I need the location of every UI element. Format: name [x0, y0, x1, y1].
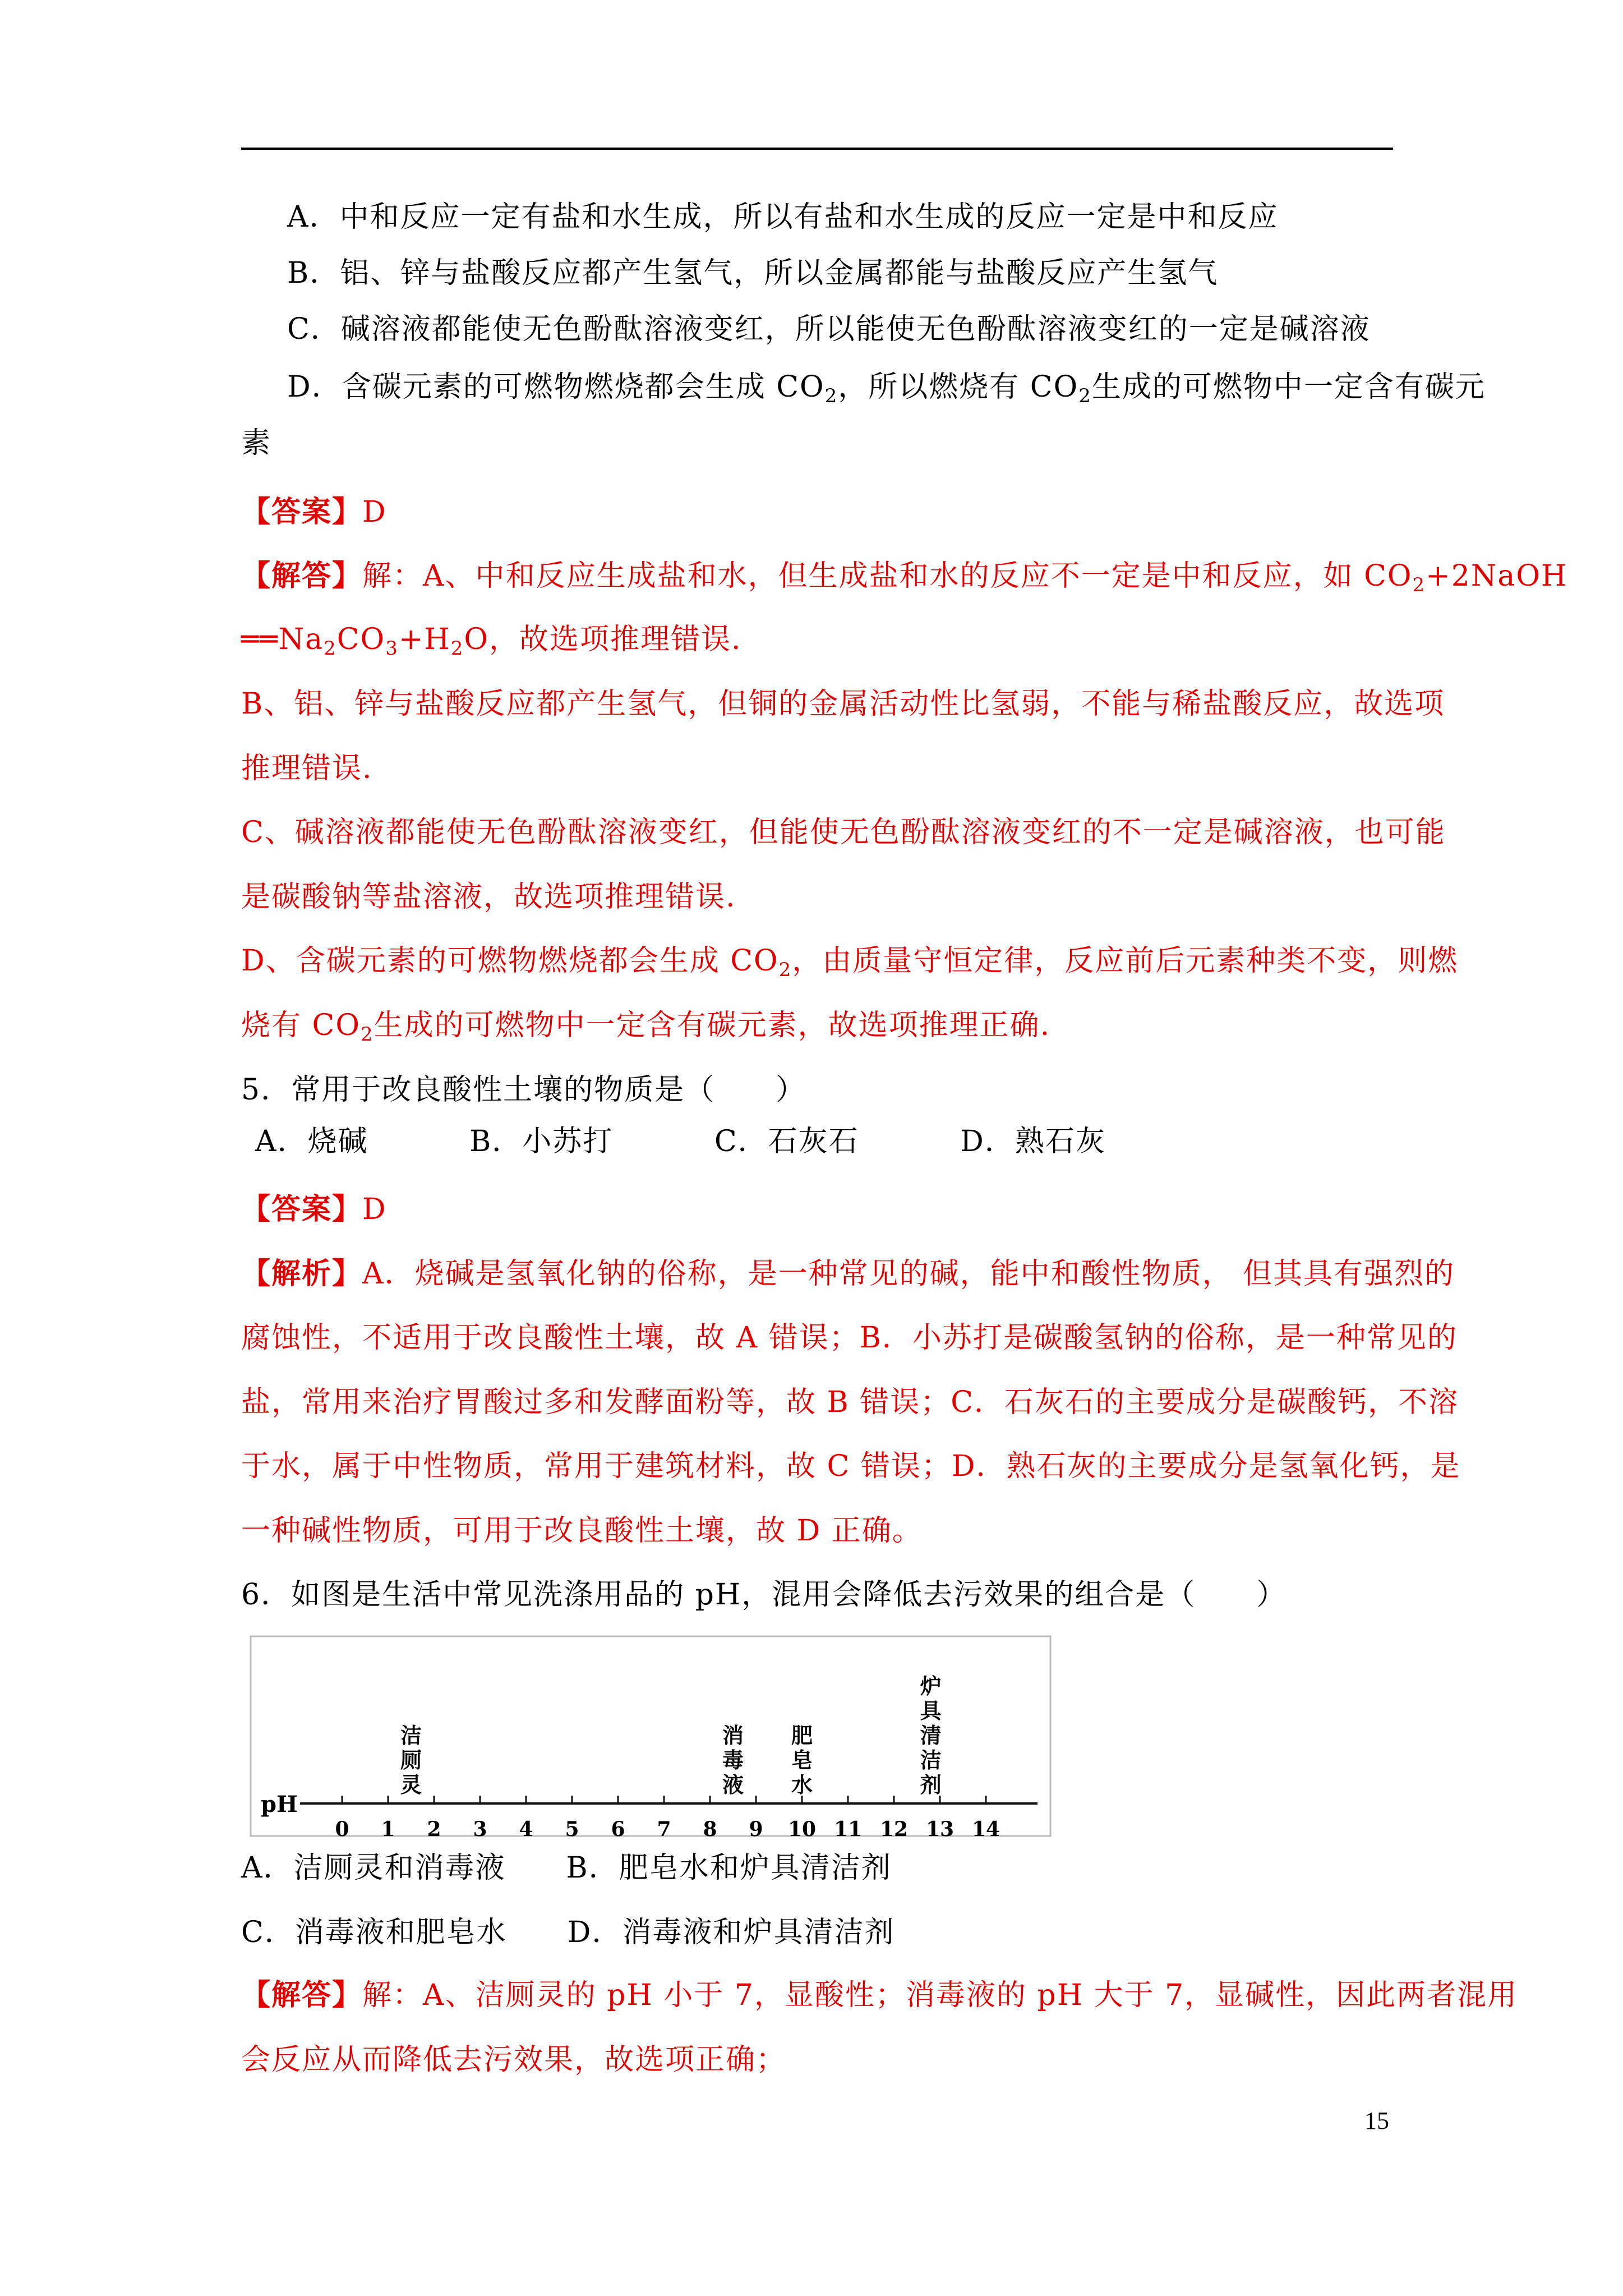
q5-analysis-line5: 一种碱性物质，可用于改良酸性土壤，故 D 正确。	[241, 1514, 923, 1548]
ph-tick-label: 11	[833, 1818, 863, 1837]
q4-option-b: B．铝、锌与盐酸反应都产生氢气，所以金属都能与盐酸反应产生氢气	[287, 256, 1219, 290]
ph-product-label: 毒	[722, 1747, 744, 1773]
ph-product-label: 液	[722, 1772, 744, 1797]
page-number: 15	[1364, 2107, 1389, 2134]
ph-tick-label: 13	[925, 1818, 955, 1837]
ph-tick-label: 1	[381, 1818, 395, 1837]
ph-tick-label: 2	[427, 1818, 441, 1837]
ph-scale-figure	[250, 1635, 1052, 1837]
ph-product-label: 厕	[400, 1747, 422, 1773]
analysis-tag: 【解答】	[241, 1978, 363, 2012]
ph-product-label: 炉	[920, 1673, 942, 1699]
q4-option-c: C．碱溶液都能使无色酚酞溶液变红，所以能使无色酚酞溶液变红的一定是碱溶液	[287, 312, 1371, 346]
ph-product-label: 清	[920, 1723, 942, 1748]
q4-option-d-cont: 素	[241, 426, 272, 460]
q5-stem: 5．常用于改良酸性土壤的物质是（ ）	[241, 1073, 806, 1107]
q4-analysis-d-line1: D、含碳元素的可燃物燃烧都会生成 $CO_2$，由质量守恒定律，反应前后元素种类不变，则燃	[241, 944, 1459, 981]
q4-analysis-a-line2: $══Na_2CO_3+H_2O$，故选项推理错误.	[241, 623, 742, 660]
q6-analysis-line1: 【解答】解：A、洁厕灵的 pH 小于 7，显酸性；消毒液的 pH 大于 7，显碱性，因此两者混用	[241, 1978, 1518, 2012]
ph-tick-label: 10	[787, 1818, 817, 1837]
q4-analysis-a-line1: 【解答】解：A、中和反应生成盐和水，但生成盐和水的反应不一定是中和反应，如 $CO_2+2NaOH$	[241, 559, 1568, 596]
q4-analysis-d-line2: 烧有 $CO_2$生成的可燃物中一定含有碳元素，故选项推理正确.	[241, 1009, 1051, 1046]
analysis-tag: 【解析】	[241, 1257, 363, 1291]
ph-product-label: 灵	[400, 1772, 422, 1797]
q5-analysis-line4: 于水，属于中性物质，常用于建筑材料，故 C 错误；D．熟石灰的主要成分是氢氧化钙，是	[241, 1450, 1461, 1483]
q6-options-ab: A．洁厕灵和消毒液 B．肥皂水和炉具清洁剂	[241, 1851, 892, 1885]
q4-analysis-b-line2: 推理错误.	[241, 752, 373, 785]
q6-stem: 6．如图是生活中常见洗涤用品的 pH，混用会降低去污效果的组合是（ ）	[241, 1578, 1287, 1612]
q5-analysis-line1: 【解析】A．烧碱是氢氧化钠的俗称，是一种常见的碱，能中和酸性物质， 但其具有强烈的	[241, 1257, 1455, 1291]
q6-options-cd: C．消毒液和肥皂水 D．消毒液和炉具清洁剂	[241, 1916, 895, 1949]
q5-answer: 【答案】D	[241, 1192, 387, 1226]
ph-product-label: 肥	[791, 1723, 813, 1748]
ph-product-label: 洁	[920, 1747, 942, 1773]
ph-tick-label: 14	[971, 1818, 1000, 1837]
ph-product-label: 皂	[791, 1747, 813, 1773]
ph-tick-label: 8	[703, 1818, 717, 1837]
ph-product-label: 具	[920, 1698, 942, 1723]
q5-analysis-line2: 腐蚀性，不适用于改良酸性土壤，故 A 错误；B．小苏打是碳酸氢钠的俗称，是一种常见的	[241, 1321, 1458, 1355]
ph-tick-label: 6	[611, 1818, 625, 1837]
q4-option-d: D．含碳元素的可燃物燃烧都会生成 $CO_2$，所以燃烧有 $CO_2$生成的可燃物中一定含有碳元	[287, 370, 1486, 407]
ph-tick-label: 7	[657, 1818, 671, 1837]
ph-product-label: 水	[791, 1772, 813, 1797]
answer-tag: 【答案】	[241, 495, 363, 529]
q5-options: A．烧碱 B．小苏打 C．石灰石 D．熟石灰	[255, 1125, 1106, 1158]
ph-tick-label: 5	[565, 1818, 579, 1837]
header-rule	[241, 148, 1393, 150]
q4-analysis-c-line1: C、碱溶液都能使无色酚酞溶液变红，但能使无色酚酞溶液变红的不一定是碱溶液，也可能	[241, 816, 1446, 849]
q4-answer: 【答案】D	[241, 495, 387, 529]
q4-analysis-c-line2: 是碳酸钠等盐溶液，故选项推理错误.	[241, 880, 736, 914]
ph-tick-label: 9	[749, 1818, 763, 1837]
q6-analysis-line2: 会反应从而降低去污效果，故选项正确；	[241, 2043, 787, 2077]
ph-product-label: 消	[722, 1723, 744, 1748]
q4-analysis-b-line1: B、铝、锌与盐酸反应都产生氢气，但铜的金属活动性比氢弱，不能与稀盐酸反应，故选项	[241, 687, 1445, 721]
ph-axis-label: pH	[261, 1791, 298, 1818]
q4-option-a: A．中和反应一定有盐和水生成，所以有盐和水生成的反应一定是中和反应	[287, 200, 1279, 234]
q5-analysis-line3: 盐，常用来治疗胃酸过多和发酵面粉等，故 B 错误；C．石灰石的主要成分是碳酸钙，不溶	[241, 1386, 1459, 1419]
ph-product-label: 剂	[920, 1772, 942, 1797]
ph-tick-label: 4	[519, 1818, 533, 1837]
answer-tag: 【答案】	[241, 1192, 363, 1226]
ph-product-label: 洁	[400, 1723, 422, 1748]
ph-tick-label: 0	[335, 1818, 349, 1837]
ph-tick-label: 3	[473, 1818, 487, 1837]
analysis-tag: 【解答】	[241, 559, 363, 593]
ph-tick-label: 12	[879, 1818, 909, 1837]
